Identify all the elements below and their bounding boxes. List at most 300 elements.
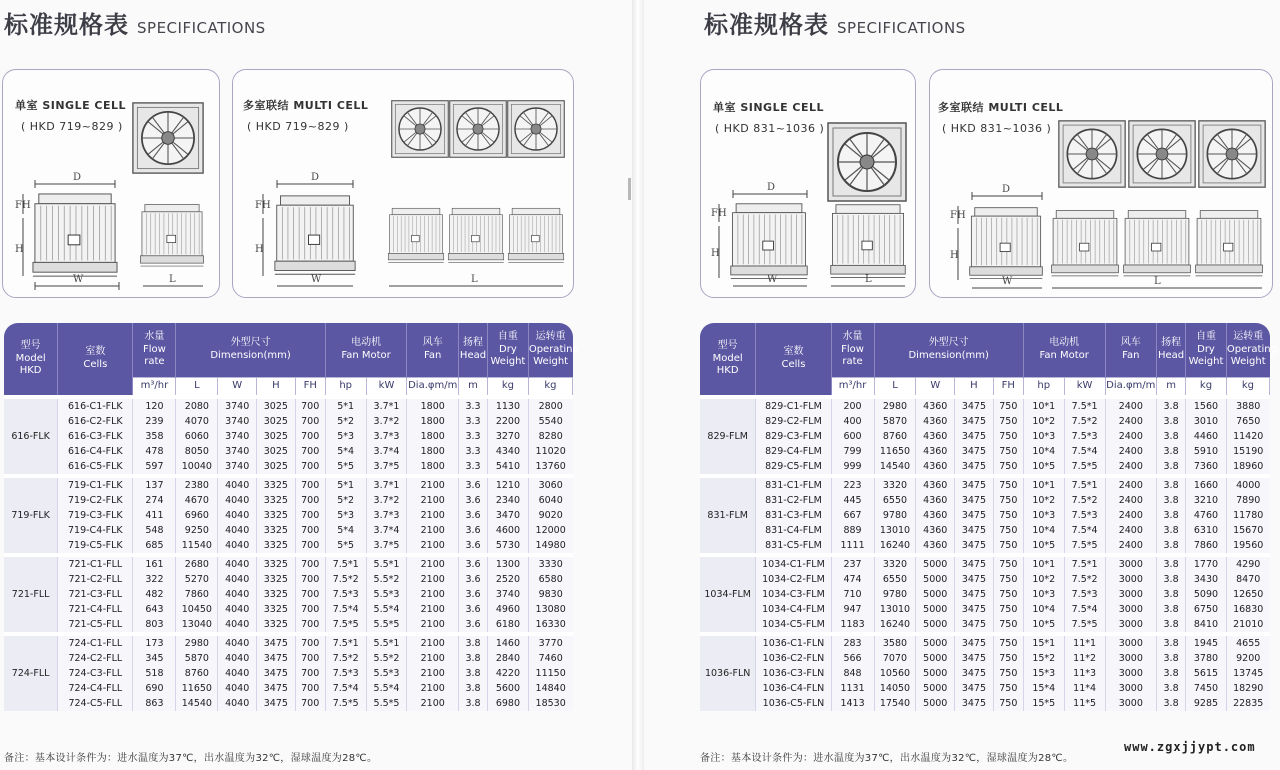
table-cell: 4360 [916, 538, 955, 555]
table-cell: 721-C5-FLL [58, 617, 133, 634]
table-cell: 3.8 [1157, 538, 1186, 555]
table-cell: 11780 [1233, 509, 1264, 521]
table-cell: 3000 [1105, 587, 1157, 602]
table-cell: 3475 [955, 696, 994, 711]
table-cell: 13760 [535, 460, 566, 472]
table-cell: 863 [133, 696, 176, 711]
table-cell: 5*3 [325, 429, 366, 444]
table-cell: 3325 [257, 587, 296, 602]
table-cell: 2100 [407, 555, 459, 572]
table-cell: 7.5*2 [1064, 572, 1105, 587]
col-motor-header: 电动机 Fan Motor [1023, 323, 1105, 377]
table-cell: 721-C1-FLL [58, 555, 133, 572]
table-cell: 7450 [1186, 681, 1227, 696]
table-cell: 10*4 [1023, 602, 1064, 617]
table-row [700, 634, 1270, 651]
table-cell: 724-C1-FLL [58, 634, 133, 651]
table-cell: 3325 [257, 538, 296, 555]
table-cell: 4040 [218, 508, 257, 523]
table-cell: 7.5*3 [1064, 587, 1105, 602]
table-cell: 3325 [257, 555, 296, 572]
table-cell: 239 [133, 414, 176, 429]
table-cell: 3.8 [1157, 523, 1186, 538]
table-cell: 4040 [218, 602, 257, 617]
col-dimension-header: 外型尺寸 Dimension(mm) [874, 323, 1023, 377]
table-cell: 3025 [257, 414, 296, 429]
table-cell: 829-C2-FLM [756, 414, 831, 429]
table-cell: 3270 [488, 429, 529, 444]
table-cell: 5*2 [325, 414, 366, 429]
table-cell: 4040 [218, 523, 257, 538]
table-cell: 750 [993, 572, 1023, 587]
table-cell: 750 [993, 681, 1023, 696]
table-cell: 4040 [218, 651, 257, 666]
dim-fh: FH [950, 210, 966, 221]
table-cell: 7.5*3 [325, 587, 366, 602]
table-cell: 2400 [1105, 444, 1157, 459]
spec-table-right [700, 323, 1277, 711]
table-cell: 3325 [257, 572, 296, 587]
table-cell: 600 [831, 429, 874, 444]
table-cell: 2080 [176, 397, 218, 414]
table-cell: 1036-C1-FLN [756, 634, 831, 651]
table-cell: 7.5*4 [325, 681, 366, 696]
right-page [644, 0, 1280, 770]
table-cell: 6980 [488, 696, 529, 711]
table-cell: 10*4 [1023, 444, 1064, 459]
table-cell: 1034-C1-FLM [756, 555, 831, 572]
table-cell: 4040 [218, 572, 257, 587]
model-group-label: 724-FLL [4, 634, 58, 711]
dim-fh: FH [711, 208, 727, 219]
table-cell: 1945 [1186, 634, 1227, 651]
table-cell: 3.6 [459, 476, 488, 493]
table-cell: 3475 [955, 459, 994, 476]
table-cell: 750 [993, 555, 1023, 572]
table-cell: 9020 [538, 509, 563, 521]
table-cell: 3325 [257, 602, 296, 617]
unit-hp: hp [1023, 377, 1064, 397]
table-cell: 3.7*3 [366, 429, 407, 444]
model-group-label: 829-FLM [700, 397, 756, 476]
table-cell: 3475 [257, 634, 296, 651]
table-cell: 700 [295, 587, 325, 602]
table-cell: 2400 [1105, 538, 1157, 555]
table-cell: 4670 [176, 493, 218, 508]
table-cell: 9250 [176, 523, 218, 538]
table-row [4, 444, 573, 459]
table-cell: 4360 [916, 508, 955, 523]
multi-cell-diagram-card [232, 69, 574, 298]
table-cell: 3475 [955, 572, 994, 587]
table-cell: 667 [831, 508, 874, 523]
table-row [700, 617, 1270, 634]
table-cell: 5*5 [325, 538, 366, 555]
table-cell: 137 [133, 476, 176, 493]
table-cell: 2400 [1105, 397, 1157, 414]
table-row [4, 666, 573, 681]
table-cell: 1036-C2-FLN [756, 651, 831, 666]
table-cell: 3.6 [459, 538, 488, 555]
table-cell: 2100 [407, 681, 459, 696]
table-cell: 3580 [874, 634, 916, 651]
dim-h: H [711, 248, 720, 259]
table-cell: 5870 [874, 414, 916, 429]
page-gutter [632, 0, 644, 770]
table-cell: 2840 [488, 651, 529, 666]
table-cell: 6060 [176, 429, 218, 444]
table-row [4, 459, 573, 476]
table-cell: 7360 [1186, 459, 1227, 476]
table-cell: 8760 [176, 666, 218, 681]
model-group-724-fll [4, 634, 573, 711]
table-cell: 750 [993, 634, 1023, 651]
table-cell: 700 [295, 651, 325, 666]
table-cell: 11020 [535, 445, 566, 457]
col-dry-weight-header: 自重 Dry Weight [488, 323, 529, 377]
table-cell: 3325 [257, 617, 296, 634]
table-cell: 5.5*2 [366, 651, 407, 666]
table-cell: 700 [295, 397, 325, 414]
table-cell: 2100 [407, 651, 459, 666]
table-cell: 3325 [257, 508, 296, 523]
table-cell: 2100 [407, 634, 459, 651]
table-cell: 4460 [1186, 429, 1227, 444]
table-cell: 2100 [407, 696, 459, 711]
table-cell: 947 [831, 602, 874, 617]
table-cell: 5*4 [325, 523, 366, 538]
table-cell: 161 [133, 555, 176, 572]
table-cell: 5000 [916, 555, 955, 572]
table-cell: 3025 [257, 444, 296, 459]
unit-l: L [176, 377, 218, 397]
unit-operating-weight: kg [528, 377, 572, 397]
table-cell: 3475 [955, 493, 994, 508]
table-cell: 1036-C5-FLN [756, 696, 831, 711]
table-cell: 2380 [176, 476, 218, 493]
table-cell: 3.6 [459, 555, 488, 572]
table-cell: 11*1 [1064, 634, 1105, 651]
table-cell: 3.7*1 [366, 476, 407, 493]
table-cell: 700 [295, 429, 325, 444]
multi-tower-elevation-drawing [950, 182, 1270, 292]
table-cell: 1800 [407, 429, 459, 444]
table-cell: 3.8 [1157, 617, 1186, 634]
model-group-label: 831-FLM [700, 476, 756, 555]
table-cell: 3000 [1105, 602, 1157, 617]
dim-d: D [1002, 184, 1011, 195]
left-page [0, 0, 632, 770]
table-cell: 7.5*1 [325, 555, 366, 572]
table-cell: 750 [993, 602, 1023, 617]
table-cell: 2100 [407, 572, 459, 587]
table-cell: 5000 [916, 696, 955, 711]
table-row [700, 681, 1270, 696]
table-cell: 3000 [1105, 555, 1157, 572]
table-cell: 15190 [1233, 445, 1264, 457]
table-cell: 5000 [916, 572, 955, 587]
table-cell: 3.7*2 [366, 493, 407, 508]
dim-w: W [311, 274, 322, 285]
table-cell: 2400 [1105, 459, 1157, 476]
table-cell: 10*5 [1023, 538, 1064, 555]
table-cell: 11*4 [1064, 681, 1105, 696]
col-flow-header: 水量 Flow rate [133, 323, 176, 377]
table-cell: 3.8 [459, 681, 488, 696]
table-cell: 3.7*5 [366, 538, 407, 555]
table-row [700, 397, 1270, 414]
table-row [4, 617, 573, 634]
table-cell: 2100 [407, 476, 459, 493]
table-cell: 1130 [488, 397, 529, 414]
table-cell: 3.6 [459, 508, 488, 523]
table-cell: 700 [295, 523, 325, 538]
table-cell: 548 [133, 523, 176, 538]
table-cell: 5410 [488, 459, 529, 476]
table-cell: 1034-C4-FLM [756, 602, 831, 617]
table-cell: 750 [993, 414, 1023, 429]
table-cell: 10*1 [1023, 555, 1064, 572]
table-cell: 10*4 [1023, 523, 1064, 538]
table-cell: 5000 [916, 634, 955, 651]
table-cell: 5000 [916, 587, 955, 602]
tower-elevation-drawing [15, 170, 211, 292]
table-cell: 3.8 [459, 696, 488, 711]
table-cell: 7.5*1 [1064, 555, 1105, 572]
table-cell: 11*3 [1064, 666, 1105, 681]
dim-fh: FH [255, 200, 271, 211]
table-cell: 15*4 [1023, 681, 1064, 696]
table-cell: 4040 [218, 634, 257, 651]
table-cell: 7070 [874, 651, 916, 666]
tower-elevation-drawing [711, 180, 911, 292]
table-cell: 3475 [955, 444, 994, 459]
table-cell: 1300 [488, 555, 529, 572]
table-cell: 3740 [218, 414, 257, 429]
table-cell: 13010 [874, 602, 916, 617]
table-cell: 700 [295, 572, 325, 587]
table-cell: 2680 [176, 555, 218, 572]
table-cell: 5870 [176, 651, 218, 666]
table-cell: 3.8 [1157, 476, 1186, 493]
table-cell: 10*2 [1023, 414, 1064, 429]
table-cell: 4600 [488, 523, 529, 538]
dim-l: L [865, 274, 872, 285]
table-cell: 5.5*4 [366, 602, 407, 617]
table-cell: 15670 [1233, 524, 1264, 536]
model-group-label: 721-FLL [4, 555, 58, 634]
table-cell: 173 [133, 634, 176, 651]
table-cell: 1131 [831, 681, 874, 696]
table-cell: 3025 [257, 429, 296, 444]
table-cell: 3025 [257, 397, 296, 414]
table-cell: 3430 [1186, 572, 1227, 587]
table-cell: 5.5*5 [366, 696, 407, 711]
table-cell: 15*2 [1023, 651, 1064, 666]
table-cell: 750 [993, 476, 1023, 493]
table-cell: 3475 [955, 414, 994, 429]
table-cell: 721-C2-FLL [58, 572, 133, 587]
table-cell: 831-C5-FLM [756, 538, 831, 555]
multi-tower-elevation-drawing [255, 170, 571, 292]
table-cell: 3475 [955, 523, 994, 538]
unit-hp: hp [325, 377, 366, 397]
table-cell: 1800 [407, 414, 459, 429]
table-cell: 3880 [1226, 397, 1269, 414]
col-head-header: 扬程 Head [1157, 323, 1186, 377]
table-cell: 3.8 [1157, 429, 1186, 444]
table-cell: 750 [993, 493, 1023, 508]
table-cell: 4040 [218, 493, 257, 508]
table-row [700, 523, 1270, 538]
table-cell: 2980 [874, 397, 916, 414]
table-cell: 1660 [1186, 476, 1227, 493]
table-cell: 2400 [1105, 476, 1157, 493]
table-cell: 2100 [407, 538, 459, 555]
unit-flow: m³/hr [133, 377, 176, 397]
table-row [700, 602, 1270, 617]
table-cell: 700 [295, 459, 325, 476]
table-cell: 3.8 [1157, 493, 1186, 508]
table-row [4, 493, 573, 508]
table-cell: 3000 [1105, 651, 1157, 666]
table-cell: 3.8 [1157, 681, 1186, 696]
table-row [700, 476, 1270, 493]
table-cell: 750 [993, 508, 1023, 523]
table-cell: 597 [133, 459, 176, 476]
model-group-label: 1036-FLN [700, 634, 756, 711]
table-cell: 18290 [1233, 682, 1264, 694]
table-cell: 3325 [257, 476, 296, 493]
table-cell: 3.8 [1157, 634, 1186, 651]
unit-kw: kW [366, 377, 407, 397]
table-cell: 700 [295, 414, 325, 429]
table-cell: 3740 [488, 587, 529, 602]
table-cell: 6180 [488, 617, 529, 634]
table-cell: 3325 [257, 493, 296, 508]
table-cell: 5000 [916, 651, 955, 666]
table-cell: 3.8 [1157, 555, 1186, 572]
table-cell: 829-C5-FLM [756, 459, 831, 476]
table-cell: 5730 [488, 538, 529, 555]
table-cell: 4040 [218, 476, 257, 493]
table-row [700, 414, 1270, 429]
table-cell: 7.5*2 [325, 651, 366, 666]
table-cell: 2100 [407, 523, 459, 538]
table-cell: 5.5*4 [366, 681, 407, 696]
table-cell: 719-C4-FLK [58, 523, 133, 538]
unit-l: L [874, 377, 916, 397]
col-operating-weight-header: 运转重 Operating Weight [1226, 323, 1269, 377]
table-cell: 803 [133, 617, 176, 634]
table-cell: 616-C4-FLK [58, 444, 133, 459]
table-cell: 2520 [488, 572, 529, 587]
multi-cell-diagram-card [929, 69, 1273, 298]
table-cell: 4360 [916, 459, 955, 476]
table-cell: 3.8 [1157, 572, 1186, 587]
table-cell: 4360 [916, 523, 955, 538]
table-cell: 411 [133, 508, 176, 523]
table-cell: 11*2 [1064, 651, 1105, 666]
table-cell: 4360 [916, 476, 955, 493]
table-cell: 4360 [916, 493, 955, 508]
table-cell: 4040 [218, 666, 257, 681]
table-cell: 1036-C4-FLN [756, 681, 831, 696]
table-cell: 700 [295, 538, 325, 555]
table-cell: 3740 [218, 429, 257, 444]
single-cell-diagram-card [700, 69, 916, 298]
table-cell: 3475 [955, 476, 994, 493]
table-cell: 3475 [257, 681, 296, 696]
table-cell: 829-C3-FLM [756, 429, 831, 444]
table-cell: 16330 [535, 618, 566, 630]
table-cell: 750 [993, 523, 1023, 538]
table-cell: 120 [133, 397, 176, 414]
table-cell: 21010 [1233, 618, 1264, 630]
table-cell: 724-C3-FLL [58, 666, 133, 681]
dim-w: W [767, 274, 778, 285]
model-group-label: 616-FLK [4, 397, 58, 476]
table-cell: 799 [831, 444, 874, 459]
page-title: 标准规格表 SPECIFICATIONS [704, 11, 966, 39]
table-cell: 4360 [916, 397, 955, 414]
table-cell: 5270 [176, 572, 218, 587]
table-cell: 616-C3-FLK [58, 429, 133, 444]
table-row [700, 572, 1270, 587]
table-cell: 3475 [955, 617, 994, 634]
table-cell: 750 [993, 587, 1023, 602]
table-cell: 3475 [955, 429, 994, 444]
table-cell: 400 [831, 414, 874, 429]
table-cell: 10*3 [1023, 508, 1064, 523]
table-cell: 482 [133, 587, 176, 602]
table-cell: 3.8 [459, 651, 488, 666]
table-row [4, 538, 573, 555]
table-cell: 7860 [1186, 538, 1227, 555]
single-cell-range: ( HKD 831~1036 ) [715, 122, 825, 135]
table-cell: 7650 [1236, 415, 1261, 427]
unit-fh: FH [295, 377, 325, 397]
table-cell: 13080 [535, 603, 566, 615]
table-cell: 2100 [407, 666, 459, 681]
table-cell: 1034-C2-FLM [756, 572, 831, 587]
table-cell: 3475 [257, 651, 296, 666]
table-cell: 322 [133, 572, 176, 587]
table-cell: 2400 [1105, 429, 1157, 444]
table-cell: 4070 [176, 414, 218, 429]
table-cell: 889 [831, 523, 874, 538]
table-cell: 3475 [955, 587, 994, 602]
table-cell: 3770 [528, 634, 572, 651]
table-cell: 3000 [1105, 666, 1157, 681]
table-cell: 11*5 [1064, 696, 1105, 711]
table-cell: 4040 [218, 696, 257, 711]
table-row [700, 538, 1270, 555]
table-cell: 3475 [955, 666, 994, 681]
table-cell: 13745 [1233, 667, 1264, 679]
table-row [700, 696, 1270, 711]
table-cell: 7.5*5 [325, 617, 366, 634]
unit-w: W [916, 377, 955, 397]
table-cell: 7.5*2 [325, 572, 366, 587]
table-cell: 3025 [257, 459, 296, 476]
table-cell: 3740 [218, 444, 257, 459]
table-cell: 7890 [1236, 494, 1261, 506]
table-cell: 2100 [407, 617, 459, 634]
table-cell: 1210 [488, 476, 529, 493]
table-cell: 11650 [874, 444, 916, 459]
table-cell: 3.3 [459, 444, 488, 459]
